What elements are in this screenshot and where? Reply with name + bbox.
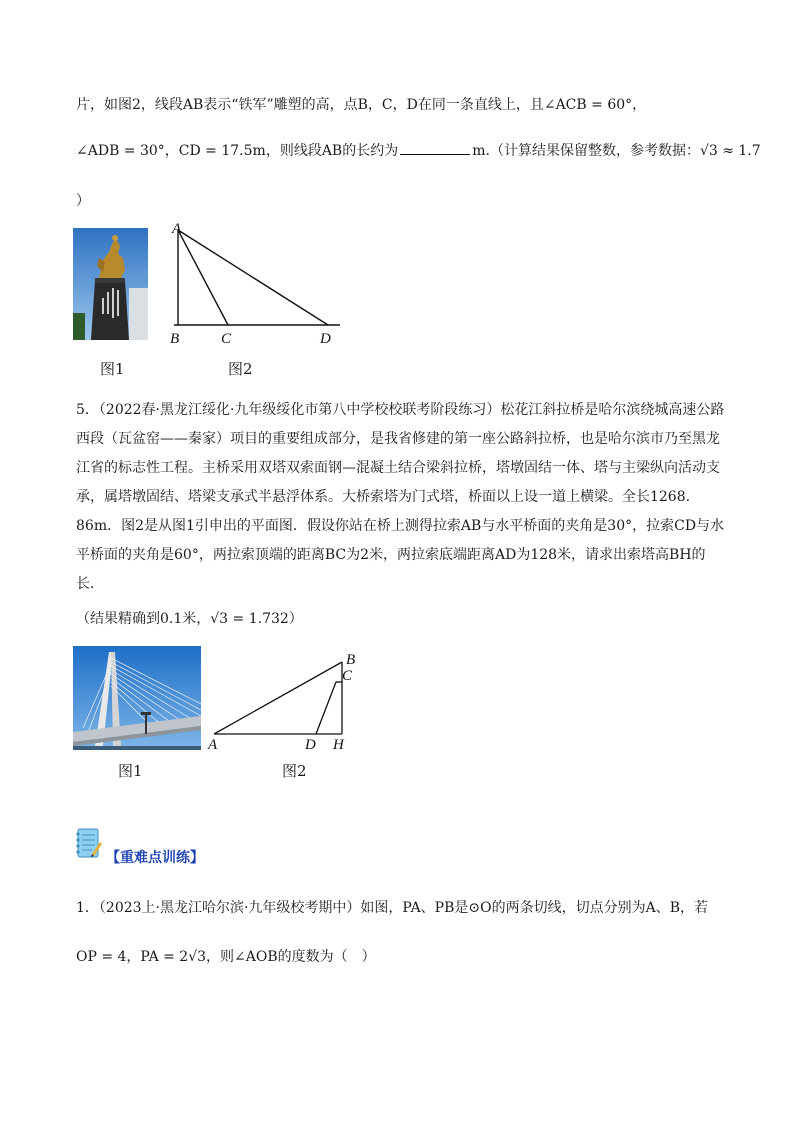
q4-line-2-part-a: ∠ADB = 30°，CD = 17.5m，则线段AB的长约为 xyxy=(76,143,399,159)
q4-line-2 xyxy=(76,140,761,160)
q4-line-2-part-b: m.（计算结果保留整数，参考数据：√3 ≈ 1.7 xyxy=(472,143,761,159)
q5-text: 5．（2022春·黑龙江绥化·九年级绥化市第八中学校校联考阶段练习）松花江斜拉桥是哈尔滨绕城高速公路西段（瓦盆窑——秦家）项目的重要组成部分，是我省修建的第一座公路斜拉桥，也是哈尔滨市乃至黑龙江省的标志性工程。主桥采用双塔双索面钢—混凝土结合梁斜拉桥，塔墩固结一体、塔与主梁纵向活动支承，属塔墩固结、塔梁支承式半悬浮体系。大桥索塔为门式塔，桥面以上设一道上横梁。全长1268. 86m．图2是从图1引申出的平面图．假设你站在桥上测得拉索AB与水平桥面的夹角是30°，拉索CD与水平桥面的夹角是60°，两拉索顶端的距离BC为2米，两拉索底端距离AD为128米，请求出索塔高BH的长． xyxy=(76,402,725,592)
q5-fig2-caption: 图2 xyxy=(282,762,307,780)
q5-note: （结果精确到0.1米，√3 = 1.732） xyxy=(76,611,303,627)
q1-line-2: OP = 4，PA = 2√3，则∠AOB的度数为（ ） xyxy=(76,949,376,965)
q4-fig1-caption: 图1 xyxy=(100,360,125,378)
q4-label-d: D xyxy=(320,331,331,347)
q5-bridge-photo xyxy=(73,646,201,750)
q5-label-d: D xyxy=(305,737,316,753)
q4-line-1: 片，如图2，线段AB表示“铁军”雕塑的高，点B，C，D在同一条直线上，且∠ACB = 60°， xyxy=(76,97,647,113)
q4-label-a: A xyxy=(172,221,182,237)
notebook-icon xyxy=(72,826,102,860)
q5-label-c: C xyxy=(342,668,353,684)
q5-label-b: B xyxy=(346,652,356,668)
section-title: 【重难点训练】 xyxy=(106,850,204,866)
q4-label-c: C xyxy=(221,331,232,347)
q1-line-1: 1．（2023上·黑龙江哈尔滨·九年级校考期中）如图，PA、PB是⊙O的两条切线，切点分别为A、B，若 xyxy=(76,900,708,916)
answer-blank[interactable] xyxy=(400,142,470,155)
q4-line-3: ） xyxy=(76,193,90,209)
q5-label-a: A xyxy=(208,737,218,753)
q4-triangle-diagram xyxy=(160,218,345,348)
q4-label-b: B xyxy=(170,331,180,347)
q5-fig1-caption: 图1 xyxy=(118,762,143,780)
q5-triangle-diagram xyxy=(200,650,365,754)
q4-statue-photo xyxy=(73,228,148,340)
q4-fig2-caption: 图2 xyxy=(228,360,253,378)
q5-label-h: H xyxy=(333,737,344,753)
